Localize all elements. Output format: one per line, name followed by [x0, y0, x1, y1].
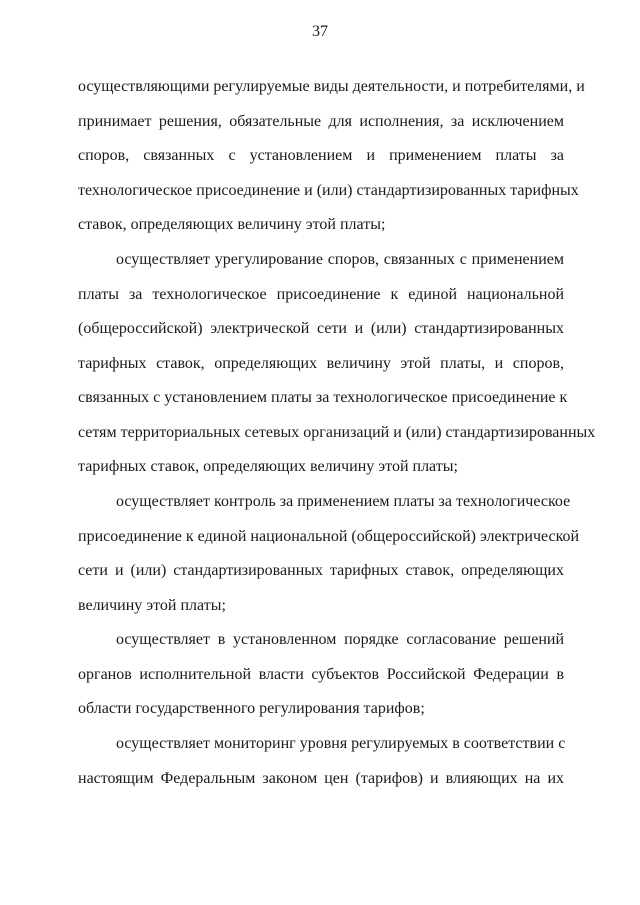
text-line: тарифных ставок, определяющих величину этой платы, и споров,: [78, 355, 564, 372]
text-line: сетям территориальных сетевых организаций и (или) стандартизированных: [78, 424, 596, 441]
text-line: величину этой платы;: [78, 597, 226, 614]
text-line: осуществляет контроль за применением платы за технологическое: [116, 493, 571, 510]
text-line: споров, связанных с установлением и применением платы за: [78, 147, 564, 164]
text-line: осуществляющими регулируемые виды деятельности, и потребителями, и: [78, 78, 585, 95]
text-line: принимает решения, обязательные для исполнения, за исключением: [78, 113, 564, 130]
text-line: ставок, определяющих величину этой платы;: [78, 216, 386, 233]
text-line: настоящим Федеральным законом цен (тарифов) и влияющих на их: [78, 770, 564, 787]
text-line: тарифных ставок, определяющих величину этой платы;: [78, 458, 458, 475]
text-line: осуществляет урегулирование споров, связанных с применением: [116, 251, 564, 268]
text-line: платы за технологическое присоединение к единой национальной: [78, 286, 564, 303]
text-line: сети и (или) стандартизированных тарифных ставок, определяющих: [78, 562, 564, 579]
text-line: органов исполнительной власти субъектов Российской Федерации в: [78, 666, 564, 683]
text-line: связанных с установлением платы за технологическое присоединение к: [78, 389, 568, 406]
text-line: технологическое присоединение и (или) стандартизированных тарифных: [78, 182, 579, 199]
text-line: (общероссийской) электрической сети и (или) стандартизированных: [78, 320, 564, 337]
text-line: осуществляет в установленном порядке согласование решений: [116, 631, 564, 648]
page-number: 37: [312, 23, 328, 40]
text-line: присоединение к единой национальной (общероссийской) электрической: [78, 528, 580, 545]
text-line: области государственного регулирования тарифов;: [78, 700, 425, 717]
text-line: осуществляет мониторинг уровня регулируемых в соответствии с: [116, 735, 566, 752]
